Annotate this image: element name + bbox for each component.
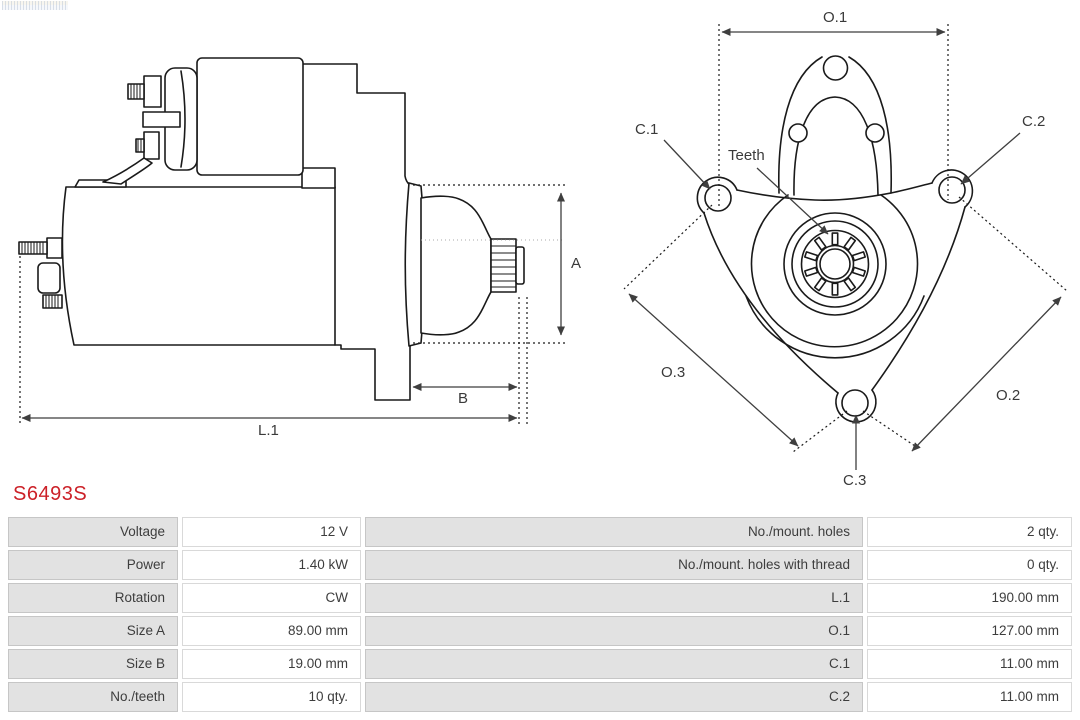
spec-value-cell: 1.40 kW <box>182 550 361 580</box>
terminal-strap <box>103 158 152 184</box>
spec-value-cell: 0 qty. <box>867 550 1072 580</box>
spec-value-cell: 2 qty. <box>867 517 1072 547</box>
spec-value-cell: CW <box>182 583 361 613</box>
solenoid-terminal-bar <box>143 112 180 127</box>
spec-value-cell: 11.00 mm <box>867 649 1072 679</box>
side-view-drawing <box>0 40 600 460</box>
solenoid <box>103 58 335 188</box>
dim-O1 <box>719 9 948 207</box>
arch-ear-hole <box>824 56 848 80</box>
shaft-bore <box>817 246 854 283</box>
spec-label-cell: O.1 <box>365 616 863 646</box>
dim-O2 <box>863 197 1067 451</box>
spec-label-cell: L.1 <box>365 583 863 613</box>
motor-body <box>62 187 335 345</box>
front-view-drawing <box>600 0 1080 500</box>
gear <box>805 233 865 295</box>
nose-cone <box>421 196 491 335</box>
spec-value-cell: 10 qty. <box>182 682 361 712</box>
spec-label-cell: Voltage <box>8 517 178 547</box>
teeth-label: Teeth <box>728 147 765 164</box>
watermark-logo <box>2 1 68 10</box>
spec-table <box>8 517 1072 712</box>
dim-c2-label: C.2 <box>1022 113 1046 130</box>
solenoid-body <box>197 58 303 175</box>
spec-label-cell: No./teeth <box>8 682 178 712</box>
dim-c3-label: C.3 <box>843 472 867 489</box>
spec-value-cell: 11.00 mm <box>867 682 1072 712</box>
spec-label-cell: Power <box>8 550 178 580</box>
dim-c1-label: C.1 <box>635 121 659 138</box>
spec-value-cell: 19.00 mm <box>182 649 361 679</box>
dim-a-label: A <box>571 255 582 272</box>
hole-c1 <box>705 185 731 211</box>
spec-label-cell: C.1 <box>365 649 863 679</box>
mounting-flange <box>697 170 972 422</box>
drive-housing <box>303 64 410 185</box>
pinion-gear <box>491 239 524 292</box>
dim-l1-label: L.1 <box>258 422 279 439</box>
dim-o3-label: O.3 <box>661 364 686 381</box>
dim-o1-label: O.1 <box>823 9 848 26</box>
rear-studs <box>19 238 62 308</box>
shaft-end-cap <box>516 247 524 284</box>
spec-value-cell: 12 V <box>182 517 361 547</box>
part-number: S6493S <box>13 483 88 505</box>
spec-value-cell: 127.00 mm <box>867 616 1072 646</box>
dim-o2-label: O.2 <box>996 387 1021 404</box>
hole-c2 <box>939 177 965 203</box>
mounting-foot <box>335 344 410 400</box>
leaders <box>635 113 1045 489</box>
dim-b-label: B <box>458 390 469 407</box>
dim-O3 <box>624 205 847 452</box>
spec-value-cell: 89.00 mm <box>182 616 361 646</box>
spec-label-cell: No./mount. holes with thread <box>365 550 863 580</box>
arch-left-hole <box>789 124 807 142</box>
spec-label-cell: Size B <box>8 649 178 679</box>
spec-label-cell: C.2 <box>365 682 863 712</box>
spec-label-cell: Size A <box>8 616 178 646</box>
spec-value-cell: 190.00 mm <box>867 583 1072 613</box>
spec-label-cell: No./mount. holes <box>365 517 863 547</box>
spec-label-cell: Rotation <box>8 583 178 613</box>
top-arch <box>779 56 891 195</box>
arch-right-hole <box>866 124 884 142</box>
